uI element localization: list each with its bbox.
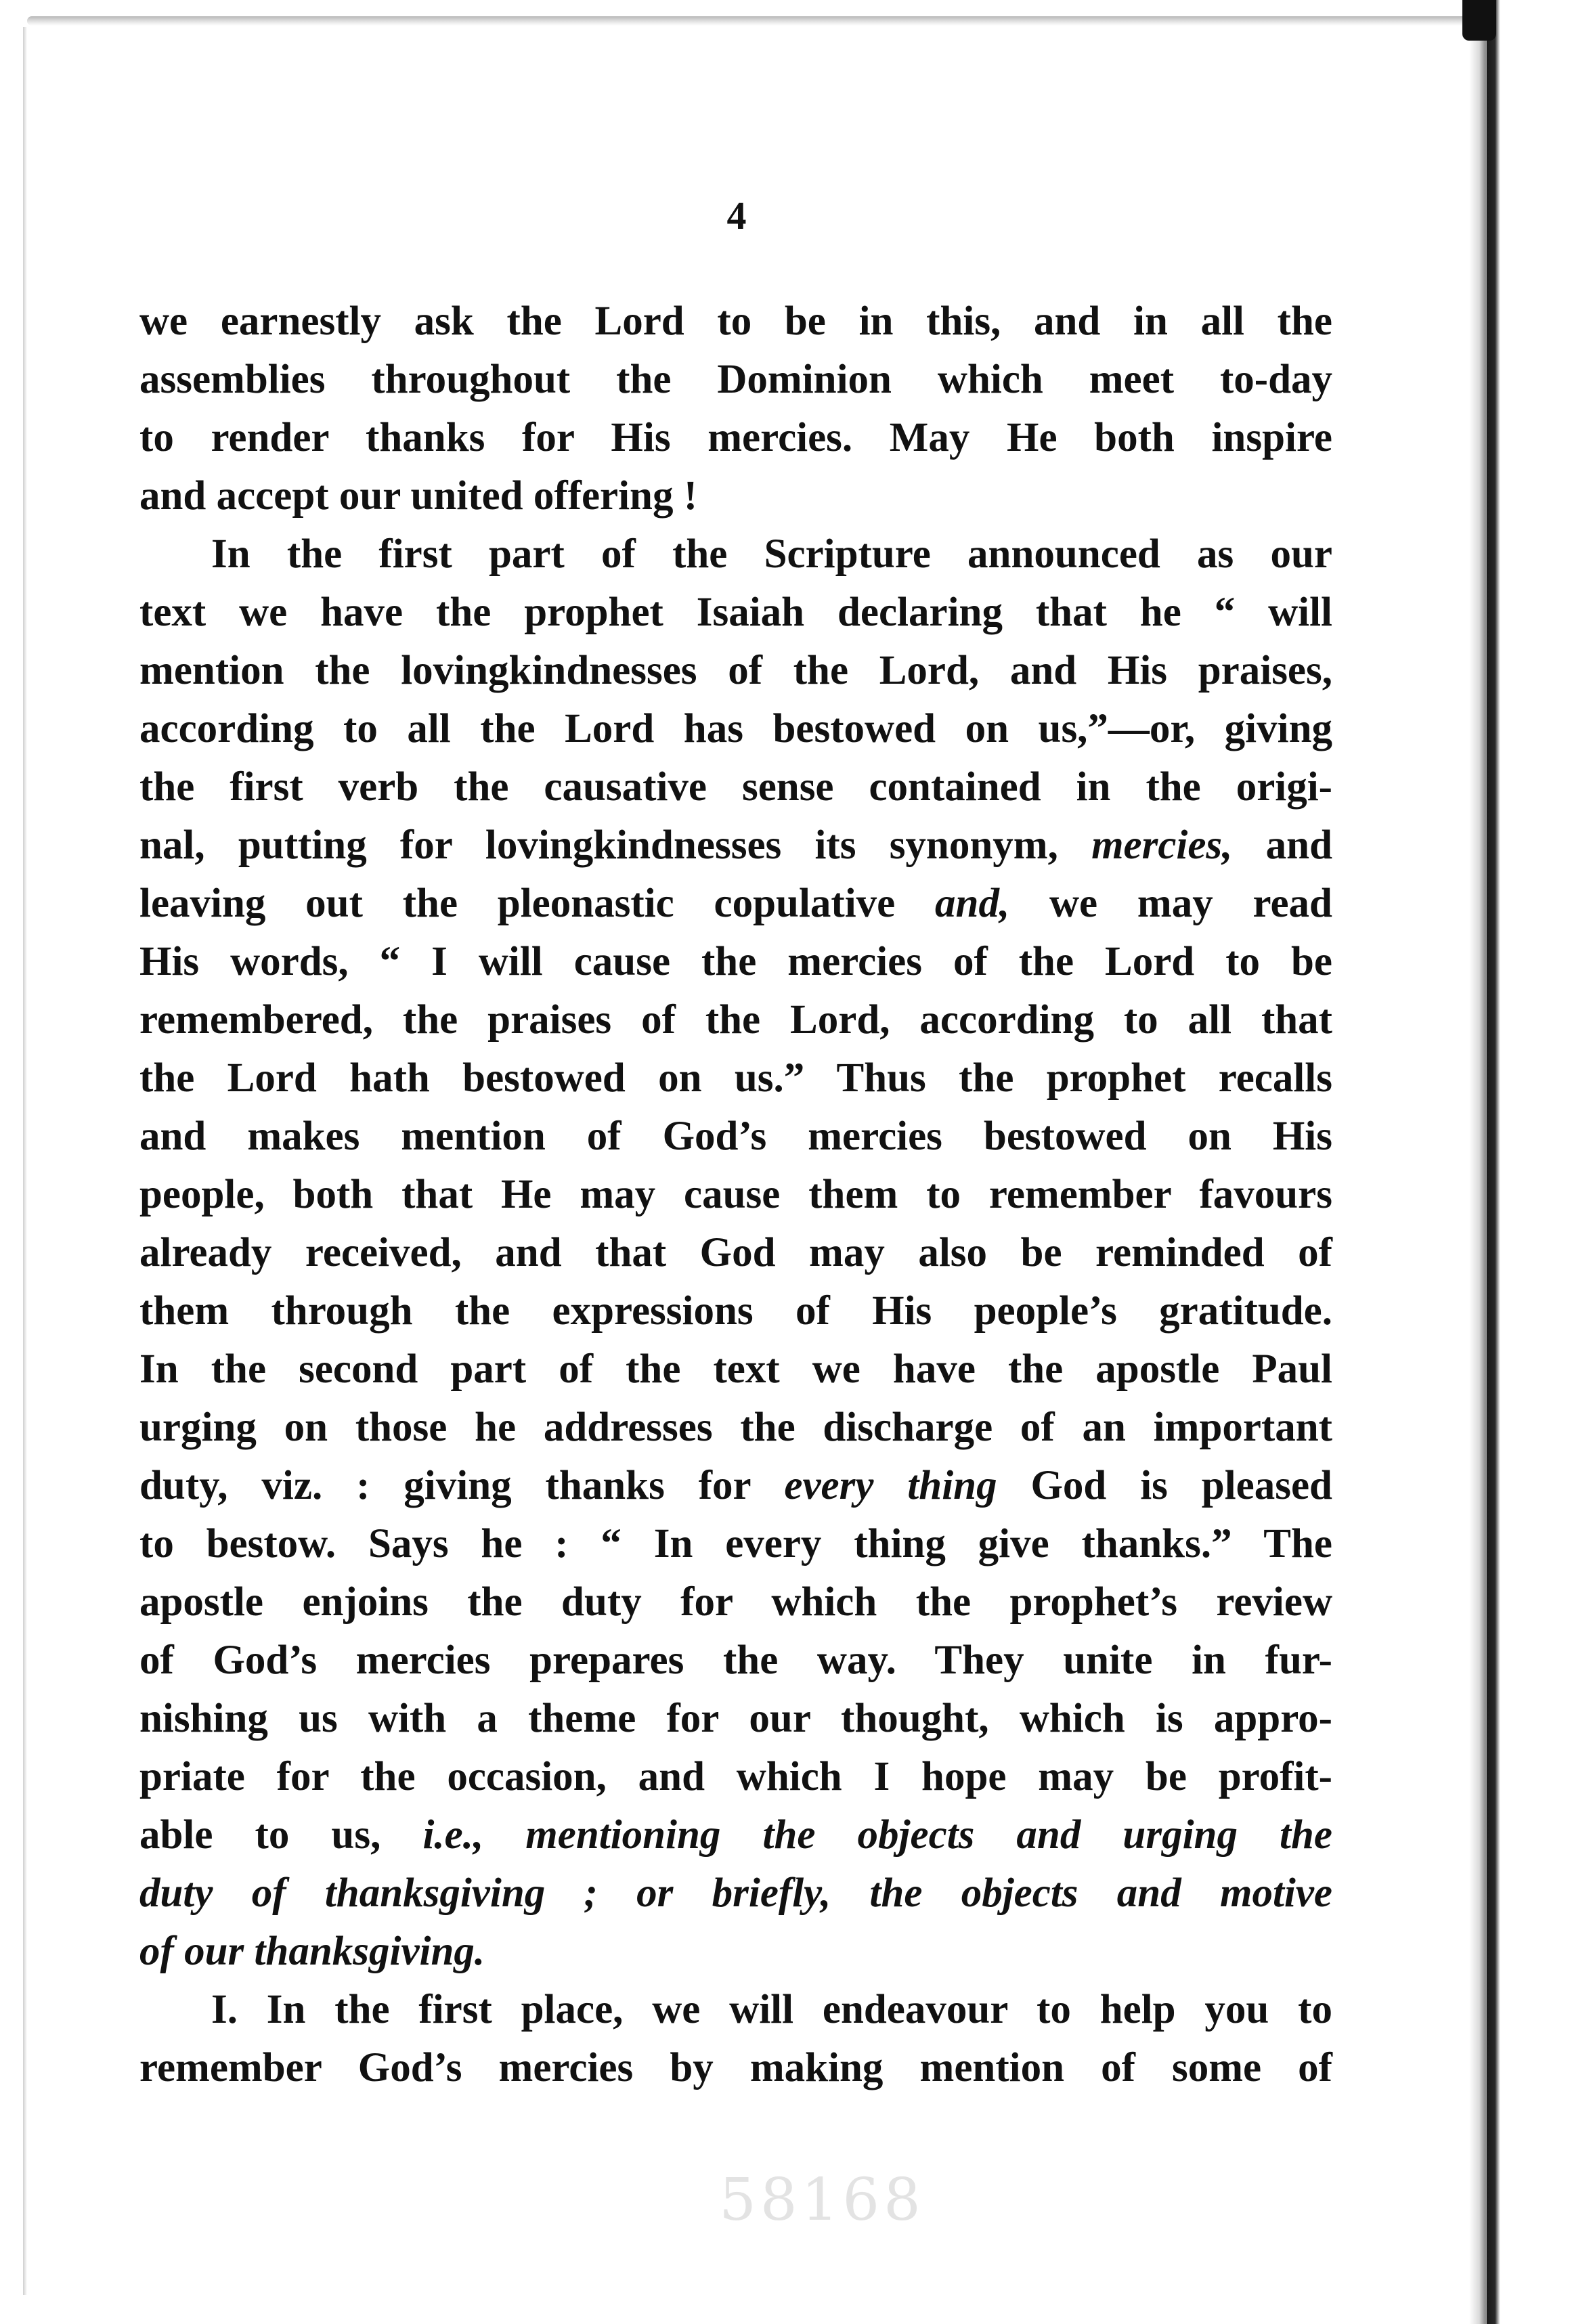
body-text	[139, 292, 1332, 2097]
text-segment: we earnestly ask the Lord to be in this, and in all the	[139, 299, 1332, 344]
text-line	[139, 292, 1332, 351]
text-line	[139, 1573, 1332, 1631]
text-segment: the Lord hath bestowed on us.” Thus the prophet recalls	[139, 1055, 1332, 1101]
text-segment: to bestow. Says he : “ In every thing give thanks.” The	[139, 1521, 1332, 1566]
text-line	[139, 1806, 1332, 1864]
text-segment: nishing us with a theme for our thought, which is appro-	[139, 1696, 1332, 1741]
text-line	[139, 1166, 1332, 1224]
text-line	[139, 1631, 1332, 1690]
text-line	[139, 758, 1332, 816]
italic-text: i.e., mentioning the objects and urging the	[422, 1812, 1332, 1858]
italic-text: every thing	[784, 1463, 997, 1508]
page-number: 4	[726, 194, 747, 238]
text-segment: leaving out the pleonastic copulative	[139, 881, 936, 926]
text-segment: and	[1232, 823, 1332, 868]
text-line	[139, 1282, 1332, 1340]
text-line	[139, 351, 1332, 409]
text-line	[139, 1340, 1332, 1399]
text-segment: remembered, the praises of the Lord, according to all that	[139, 997, 1332, 1043]
text-line	[139, 875, 1332, 933]
text-line	[139, 467, 1332, 525]
page-left-edge	[23, 27, 27, 2295]
text-segment: text we have the prophet Isaiah declaring that he “ will	[139, 590, 1332, 635]
text-segment: duty, viz. : giving thanks for	[139, 1463, 785, 1508]
text-line	[139, 700, 1332, 758]
text-line	[139, 1457, 1332, 1515]
text-line	[139, 1108, 1332, 1166]
text-segment: God is pleased	[997, 1463, 1332, 1508]
text-segment: according to all the Lord has bestowed on us,”—or, giving	[139, 706, 1332, 751]
binding-notch	[1462, 0, 1496, 41]
text-segment: the first verb the causative sense contained in the origi-	[139, 764, 1332, 810]
text-line	[139, 1690, 1332, 1748]
text-segment: already received, and that God may also be reminded of	[139, 1230, 1332, 1275]
text-segment: of God’s mercies prepares the way. They unite in fur-	[139, 1638, 1332, 1683]
italic-text: of our thanksgiving.	[139, 1929, 485, 1974]
text-line	[139, 1049, 1332, 1108]
text-line	[139, 933, 1332, 991]
text-segment: mention the lovingkindnesses of the Lord, and His praises,	[139, 648, 1332, 693]
text-segment: able to us,	[139, 1812, 423, 1858]
text-line	[139, 2039, 1332, 2097]
binding-strip	[1487, 0, 1570, 2324]
text-segment: nal, putting for lovingkindnesses its synonym,	[139, 823, 1092, 868]
text-segment: apostle enjoins the duty for which the prophet’s review	[139, 1579, 1332, 1625]
text-line	[139, 1748, 1332, 1806]
text-segment: people, both that He may cause them to remember favours	[139, 1172, 1332, 1217]
page-top-edge	[27, 16, 1496, 26]
text-line	[139, 1515, 1332, 1573]
text-line	[139, 525, 1332, 584]
text-line	[139, 584, 1332, 642]
text-line	[139, 1864, 1332, 1923]
italic-text: and,	[935, 881, 1010, 926]
text-segment: urging on those he addresses the discharge of an important	[139, 1405, 1332, 1450]
text-segment: remember God’s mercies by making mention of some of	[139, 2045, 1332, 2090]
text-line	[139, 991, 1332, 1049]
text-segment: In the second part of the text we have the apostle Paul	[139, 1346, 1332, 1392]
text-segment: and makes mention of God’s mercies bestowed on His	[139, 1114, 1332, 1159]
italic-text: duty of thanksgiving ; or briefly, the objects and motive	[139, 1870, 1332, 1916]
text-segment: we may read	[1009, 881, 1332, 926]
text-line	[139, 642, 1332, 700]
text-line	[139, 1224, 1332, 1282]
text-segment: to render thanks for His mercies. May He both inspire	[139, 415, 1332, 460]
text-segment: priate for the occasion, and which I hope may be profit-	[139, 1754, 1332, 1799]
text-segment: His words, “ I will cause the mercies of the Lord to be	[139, 939, 1332, 984]
text-segment: In the first part of the Scripture announced as our	[211, 531, 1332, 577]
text-segment: assemblies throughout the Dominion which meet to-day	[139, 357, 1332, 402]
text-segment: and accept our united offering !	[139, 473, 698, 519]
text-line	[139, 409, 1332, 467]
text-line	[139, 816, 1332, 875]
text-segment: I. In the first place, we will endeavour to help you to	[211, 1987, 1332, 2032]
faint-stamp-number: 58168	[719, 2166, 925, 2234]
text-segment: them through the expressions of His people’s gratitude.	[139, 1288, 1332, 1334]
text-line	[139, 1399, 1332, 1457]
text-line	[139, 1981, 1332, 2039]
text-line	[139, 1923, 1332, 1981]
italic-text: mercies,	[1091, 823, 1233, 868]
